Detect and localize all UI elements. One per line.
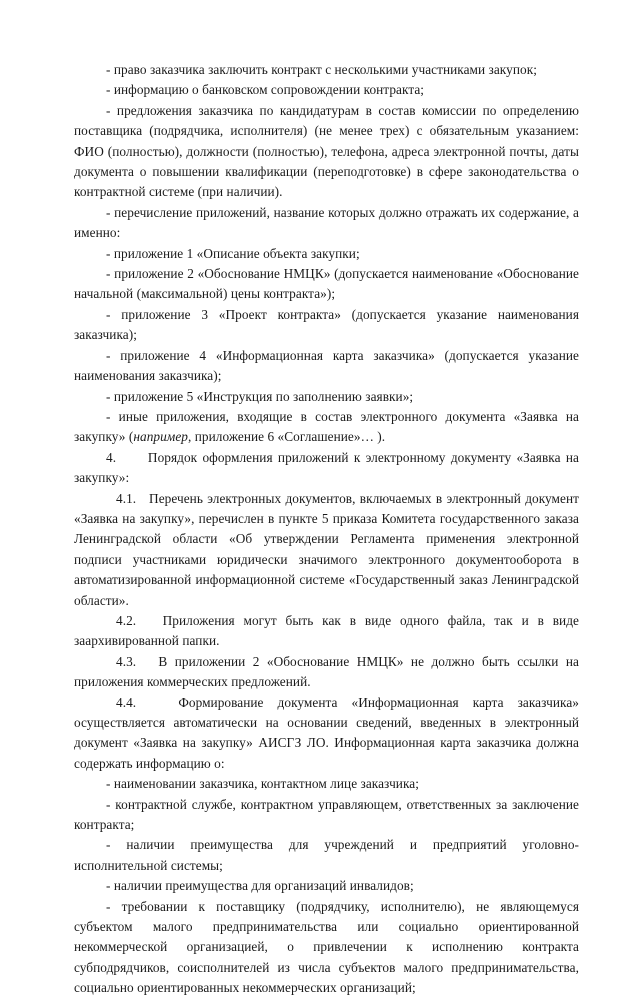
list-item-appendix-enumeration: - перечисление приложений, название которых должно отражать их содержание, а именно: <box>74 204 579 241</box>
appendix-other-text-start: - иные приложения, входящие в состав электронного документа «Заявка на закупку» ( <box>74 408 579 445</box>
list-item-commission-proposals: - предложения заказчика по кандидатурам в состав комиссии по определению поставщика (подрядчика, исполнителя) (не менее трех) с обязательным указанием: ФИО (полностью), должности (полностью), телефона, адреса электронной почты, даты документа о повышении квалификации (переподготовке) в сфере законодательства о контрактной системе (при наличии). <box>74 102 579 200</box>
list-item-penal-system-advantage: - наличии преимущества для учреждений и предприятий уголовно-исполнительной системы; <box>74 837 579 873</box>
list-item-appendix-2: - приложение 2 «Обоснование НМЦК» (допускается наименование «Обоснование начальной (максимальной) цены контракта»); <box>74 266 579 302</box>
section-4-heading: 4. Порядок оформления приложений к электронному документу «Заявка на закупку»: <box>74 449 579 486</box>
list-item-appendix-4: - приложение 4 «Информационная карта заказчика» (допускается указание наименования заказчика); <box>74 347 579 384</box>
appendix-other-emphasis: например <box>133 429 188 445</box>
list-item-right-multiple-contracts: - право заказчика заключить контракт с несколькими участниками закупок; <box>106 62 537 77</box>
document-body <box>74 60 579 999</box>
list-item-contract-service: - контрактной службе, контрактном управляющем, ответственных за заключение контракта; <box>74 796 579 833</box>
clause-4-4: 4.4. Формирование документа «Информационная карта заказчика» осуществляется автоматически на основании сведений, введенных в электронный документ «Заявка на закупку» АИСГЗ ЛО. Информационная карта заказчика должна содержать информацию о: <box>74 694 579 771</box>
list-item-subcontractor-requirement: - требовании к поставщику (подрядчику, исполнителю), не являющемуся субъектом малого предпринимательства или социально ориентированной некоммерческой организацией, о привлечении к исполнению контракта субподрядчиков, соисполнителей из числа субъектов малого предпринимательства, социально ориентированных некоммерческих организаций; <box>74 898 579 996</box>
list-item-appendix-5: - приложение 5 «Инструкция по заполнению заявки»; <box>106 388 414 404</box>
list-item-customer-name: - наименовании заказчика, контактном лице заказчика; <box>106 776 419 792</box>
appendix-other-text-end: , приложение 6 «Соглашение»… ). <box>187 429 386 445</box>
clause-4-1: 4.1. Перечень электронных документов, включаемых в электронный документ «Заявка на закупку», перечислен в пункте 5 приказа Комитета государственного заказа Ленинградской области «Об утверждении Регламента применения электронной подписи участниками юридически значимого электронного документооборота в автоматизированной информационной системе «Государственный заказ Ленинградской области». <box>74 490 579 608</box>
clause-4-3: 4.3. В приложении 2 «Обоснование НМЦК» не должно быть ссылки на приложения коммерческих предложений. <box>74 653 579 690</box>
list-item-bank-support: - информацию о банковском сопровождении контракта; <box>106 82 425 98</box>
list-item-appendix-3: - приложение 3 «Проект контракта» (допускается указание наименования заказчика); <box>74 306 579 343</box>
list-item-appendix-1: - приложение 1 «Описание объекта закупки; <box>106 245 360 261</box>
clause-4-2: 4.2. Приложения могут быть как в виде одного файла, так и в виде заархивированной папки. <box>74 612 579 649</box>
list-item-disabled-orgs-advantage: - наличии преимущества для организаций инвалидов; <box>106 878 414 894</box>
list-item-appendix-other <box>74 407 579 448</box>
